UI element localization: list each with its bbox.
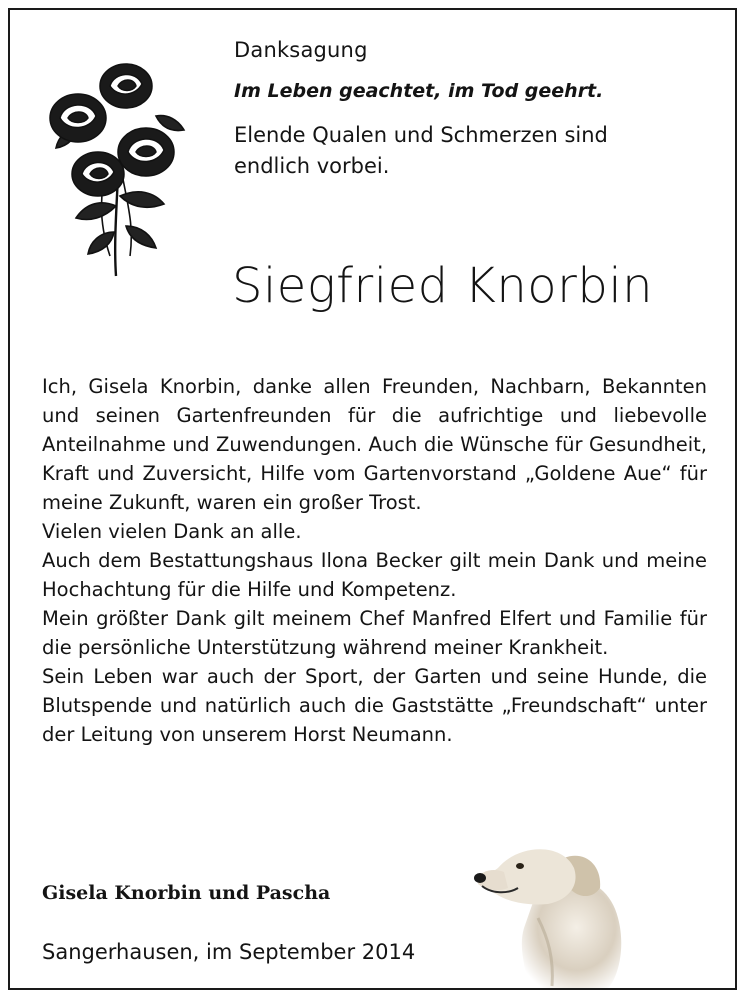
place-date: Sangerhausen, im September 2014 [42,940,416,964]
body-paragraph: Mein größter Dank gilt meinem Chef Manfred Elfert und Familie für die persönliche Unterstützung während meiner Krankheit. [42,607,707,659]
intro-line: endlich vorbei. [234,154,390,178]
body-paragraph: Ich, Gisela Knorbin, danke allen Freunden, Nachbarn, Bekannten und seinen Gartenfreunden für die aufrichtige und liebevolle Anteilnahme und Zuwendungen. Auch die Wünsche für Gesundheit, Kraft und Zuversicht, Hilfe vom Gartenvorstand „Goldene Aue“ für meine Zukunft, waren ein großer Trost. [42,375,707,514]
notice-heading: Danksagung [234,38,368,62]
body-text [42,372,707,749]
body-paragraph: Sein Leben war auch der Sport, der Garten und seine Hunde, die Blutspende und natürlich auch die Gaststätte „Freundschaft“ unter der Leitung von unserem Horst Neumann. [42,665,707,746]
motto: Im Leben geachtet, im Tod geehrt. [234,80,604,102]
signature: Gisela Knorbin und Pascha [42,882,331,904]
body-paragraph: Vielen vielen Dank an alle. [42,520,302,543]
dog-photo [468,828,628,988]
intro-line: Elende Qualen und Schmerzen sind [234,123,608,147]
roses-illustration [38,56,188,278]
obituary-notice [8,8,737,990]
header-block [234,38,708,182]
deceased-name: Siegfried Knorbin [232,258,654,314]
body-paragraph: Auch dem Bestattungshaus Ilona Becker gilt mein Dank und meine Hochachtung für die Hilfe und Kompetenz. [42,549,707,601]
